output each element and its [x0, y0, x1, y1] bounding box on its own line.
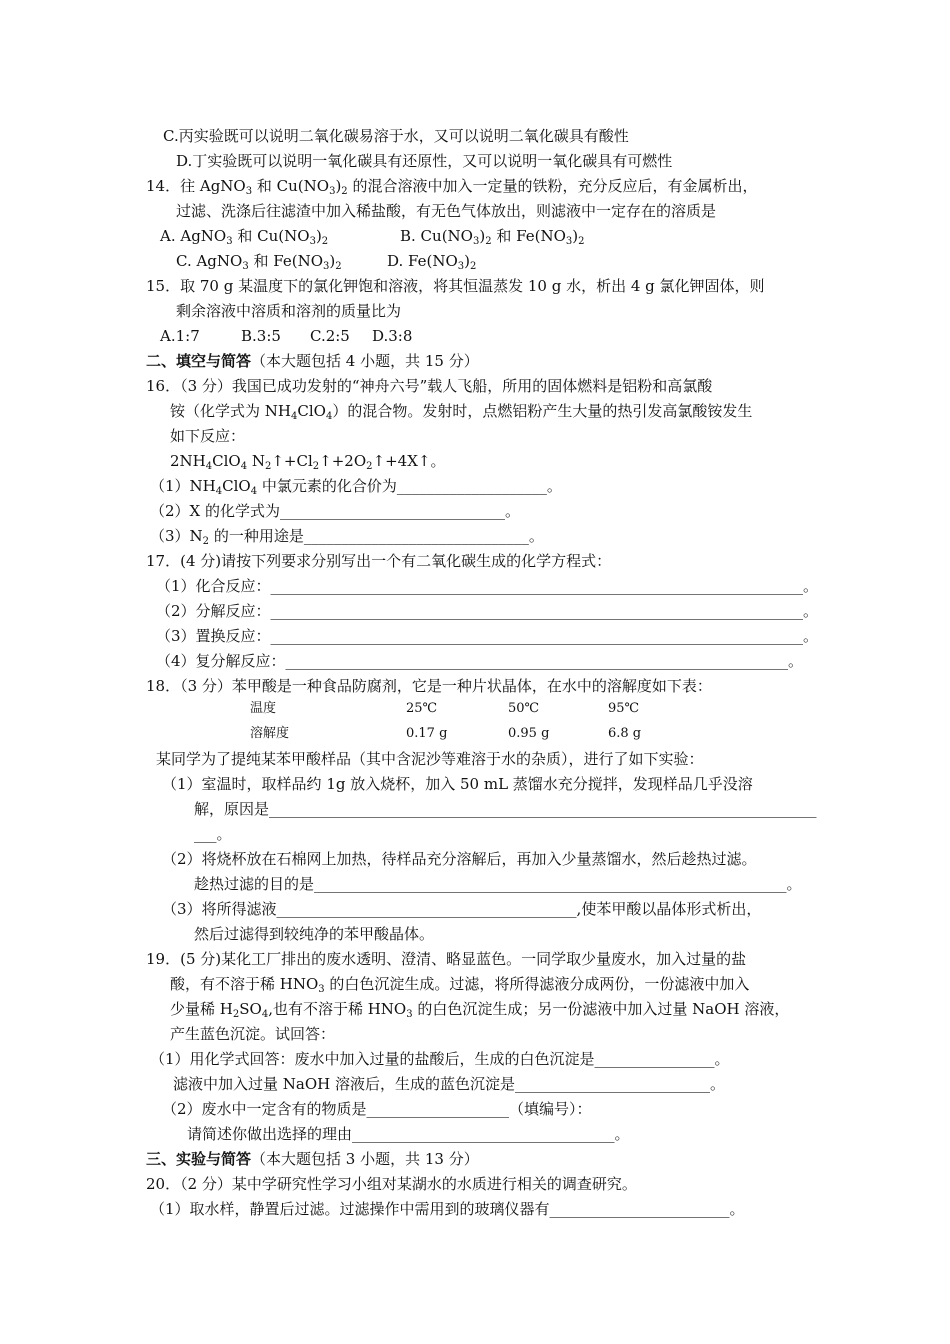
table-cell: 95℃	[608, 701, 640, 716]
q16-line3: 如下反应：	[170, 427, 246, 445]
q19-line1: 19．(5 分)某化工厂排出的废水透明、澄清、略显蓝色。一同学取少量废水，加入过量的盐	[146, 950, 747, 968]
q17-part1-blank[interactable]: _______________________________________________________________________	[270, 577, 804, 595]
q15-option-d: D.3:8	[372, 327, 413, 345]
q14-line2: 过滤、洗涤后往滤渣中加入稀盐酸，有无色气体放出，则滤液中一定存在的溶质是	[176, 202, 717, 220]
table-cell: 0.95 g	[508, 726, 550, 741]
q16-part1-blank[interactable]: ____________________	[396, 477, 547, 495]
q19-part1-line1: （1）用化学式回答：废水中加入过量的盐酸后，生成的白色沉淀是________________。	[150, 1050, 730, 1068]
q14-option-d: D. $Fe(NO_3)_2$	[387, 252, 477, 272]
q19-line4: 产生蓝色沉淀。试回答：	[170, 1025, 336, 1043]
q15-option-a: A.1:7	[160, 327, 200, 345]
q15-option-b: B.3:5	[241, 327, 281, 345]
q19-part1-blank[interactable]: ________________	[594, 1050, 715, 1068]
q16-part3-blank[interactable]: ______________________________	[303, 527, 529, 545]
q14-option-a: A. AgNO$_3$ 和 $Cu(NO_3)_2$	[160, 227, 329, 247]
q19-part1-line2: 滤液中加入过量 NaOH 溶液后，生成的蓝色沉淀是__________________________。	[173, 1075, 726, 1093]
section-2-heading: 二、填空与简答（本大题包括 4 小题，共 15 分）	[146, 352, 479, 370]
q15-option-c: C.2:5	[310, 327, 350, 345]
q20-part1-blank[interactable]: ________________________	[549, 1200, 730, 1218]
q19-part2-line2: 请简述你做出选择的理由___________________________________。	[187, 1125, 630, 1143]
q18-part3-line1: （3）将所得滤液________________________________________,使苯甲酸以晶体形式析出，	[162, 900, 762, 918]
q18-part2-blank[interactable]: _______________________________________________________________	[314, 875, 787, 893]
q17-line1: 17．(4 分)请按下列要求分别写出一个有二氧化碳生成的化学方程式：	[146, 552, 612, 570]
q16-line1: 16．（3 分）我国已成功发射的“神舟六号”载人飞船，所用的固体燃料是铝粉和高氯酸	[146, 377, 713, 395]
table-cell: 6.8 g	[608, 726, 642, 741]
q16-part3: $(3)N_2$ 的一种用途是______________________________。	[150, 527, 544, 547]
table-cell: 0.17 g	[406, 726, 448, 741]
q13-option-c: C.丙实验既可以说明二氧化碳易溶于水，又可以说明二氧化碳具有酸性	[163, 127, 629, 145]
q17-part4-blank[interactable]: ___________________________________________________________________	[285, 652, 789, 670]
q16-equation: $2NH_4ClO_4$ $N_2↑+Cl_2↑+2O_2↑+4X↑$。	[170, 452, 446, 472]
q14-option-b: B. $Cu(NO_3)_2$ 和 $Fe(NO_3)_2$	[400, 227, 585, 247]
q15-line1: 15．取 70 g 某温度下的氯化钾饱和溶液，将其恒温蒸发 10 g 水，析出 4 g 氯化钾固体，则	[146, 277, 765, 295]
q18-part1-line1: （1）室温时，取样品约 1g 放入烧杯，加入 50 mL 蒸馏水充分搅拌，发现样品几乎没溶	[162, 775, 753, 793]
q18-part1-line2: 解，原因是_________________________________________________________________________	[194, 800, 817, 818]
q18-part2-line1: （2）将烧杯放在石棉网上加热，待样品充分溶解后，再加入少量蒸馏水，然后趁热过滤。	[162, 850, 757, 868]
q17-part3-blank[interactable]: _______________________________________________________________________	[270, 627, 804, 645]
q19-part2-line1: （2）废水中一定含有的物质是___________________（填编号）：	[162, 1100, 592, 1118]
table-header-temperature: 温度	[250, 701, 277, 716]
q18-part3-line2: 然后过滤得到较纯净的苯甲酸晶体。	[194, 925, 435, 943]
q18-line1: 18．（3 分）苯甲酸是一种食品防腐剂，它是一种片状晶体，在水中的溶解度如下表：	[146, 677, 712, 695]
q13-option-d: D.丁实验既可以说明一氧化碳具有还原性，又可以说明一氧化碳具有可燃性	[176, 152, 673, 170]
q19-line2: 酸，有不溶于稀 $HNO_3$ 的白色沉淀生成。过滤，将所得滤液分成两份，一份滤液中加入	[170, 975, 750, 995]
q18-part3-blank[interactable]: ________________________________________	[276, 900, 577, 918]
q19-line3: 少量稀 $H_2SO_4$,也有不溶于稀 $HNO_3$ 的白色沉淀生成；另一份滤液中加入过量 NaOH 溶液，	[170, 1000, 790, 1020]
q17-part3: （3）置换反应：_______________________________________________________________________。	[156, 627, 819, 645]
table-cell: 50℃	[508, 701, 540, 716]
q19-part1-blank2[interactable]: __________________________	[515, 1075, 710, 1093]
q19-part2-blank2[interactable]: ___________________________________	[352, 1125, 615, 1143]
q18-part1-blank[interactable]: _________________________________________________________________________	[269, 800, 817, 818]
q18-part1-line3: ___。	[194, 825, 232, 843]
q16-part1: $(1)NH_4ClO_4$ 中氯元素的化合价为____________________。	[150, 477, 562, 497]
q15-line2: 剩余溶液中溶质和溶剂的质量比为	[176, 302, 402, 320]
q14-option-c: C. AgNO$_3$ 和 $Fe(NO_3)_2$	[176, 252, 342, 272]
table-header-solubility: 溶解度	[250, 726, 290, 741]
q17-part2-blank[interactable]: _______________________________________________________________________	[270, 602, 804, 620]
table-cell: 25℃	[406, 701, 438, 716]
q17-part4: （4）复分解反应：___________________________________________________________________。	[156, 652, 804, 670]
q17-part2: （2）分解反应：_______________________________________________________________________。	[156, 602, 819, 620]
q18-part2-line2: 趁热过滤的目的是_______________________________________________________________。	[194, 875, 802, 893]
q16-part2: （2）X 的化学式为______________________________。	[150, 502, 521, 520]
q20-part1: （1）取水样，静置后过滤。过滤操作中需用到的玻璃仪器有________________________。	[150, 1200, 745, 1218]
section-3-heading: 三、实验与简答（本大题包括 3 小题，共 13 分）	[146, 1150, 479, 1168]
q16-line2: 铵（化学式为 $NH_4ClO_4$）的混合物。发射时，点燃铝粉产生大量的热引发高氯酸铵发生	[170, 402, 753, 422]
q16-part2-blank[interactable]: ______________________________	[280, 502, 505, 520]
q20-line1: 20．（2 分）某中学研究性学习小组对某湖水的水质进行相关的调查研究。	[146, 1175, 637, 1193]
q17-part1: （1）化合反应：_______________________________________________________________________。	[156, 577, 819, 595]
q14-line1: 14．往 AgNO$_3$ 和 $Cu(NO_3)_2$ 的混合溶液中加入一定量的铁粉，充分反应后，有金属析出，	[146, 177, 758, 197]
q19-part2-blank[interactable]: ___________________	[366, 1100, 510, 1118]
q18-intro: 某同学为了提纯某苯甲酸样品（其中含泥沙等难溶于水的杂质），进行了如下实验：	[156, 750, 704, 768]
